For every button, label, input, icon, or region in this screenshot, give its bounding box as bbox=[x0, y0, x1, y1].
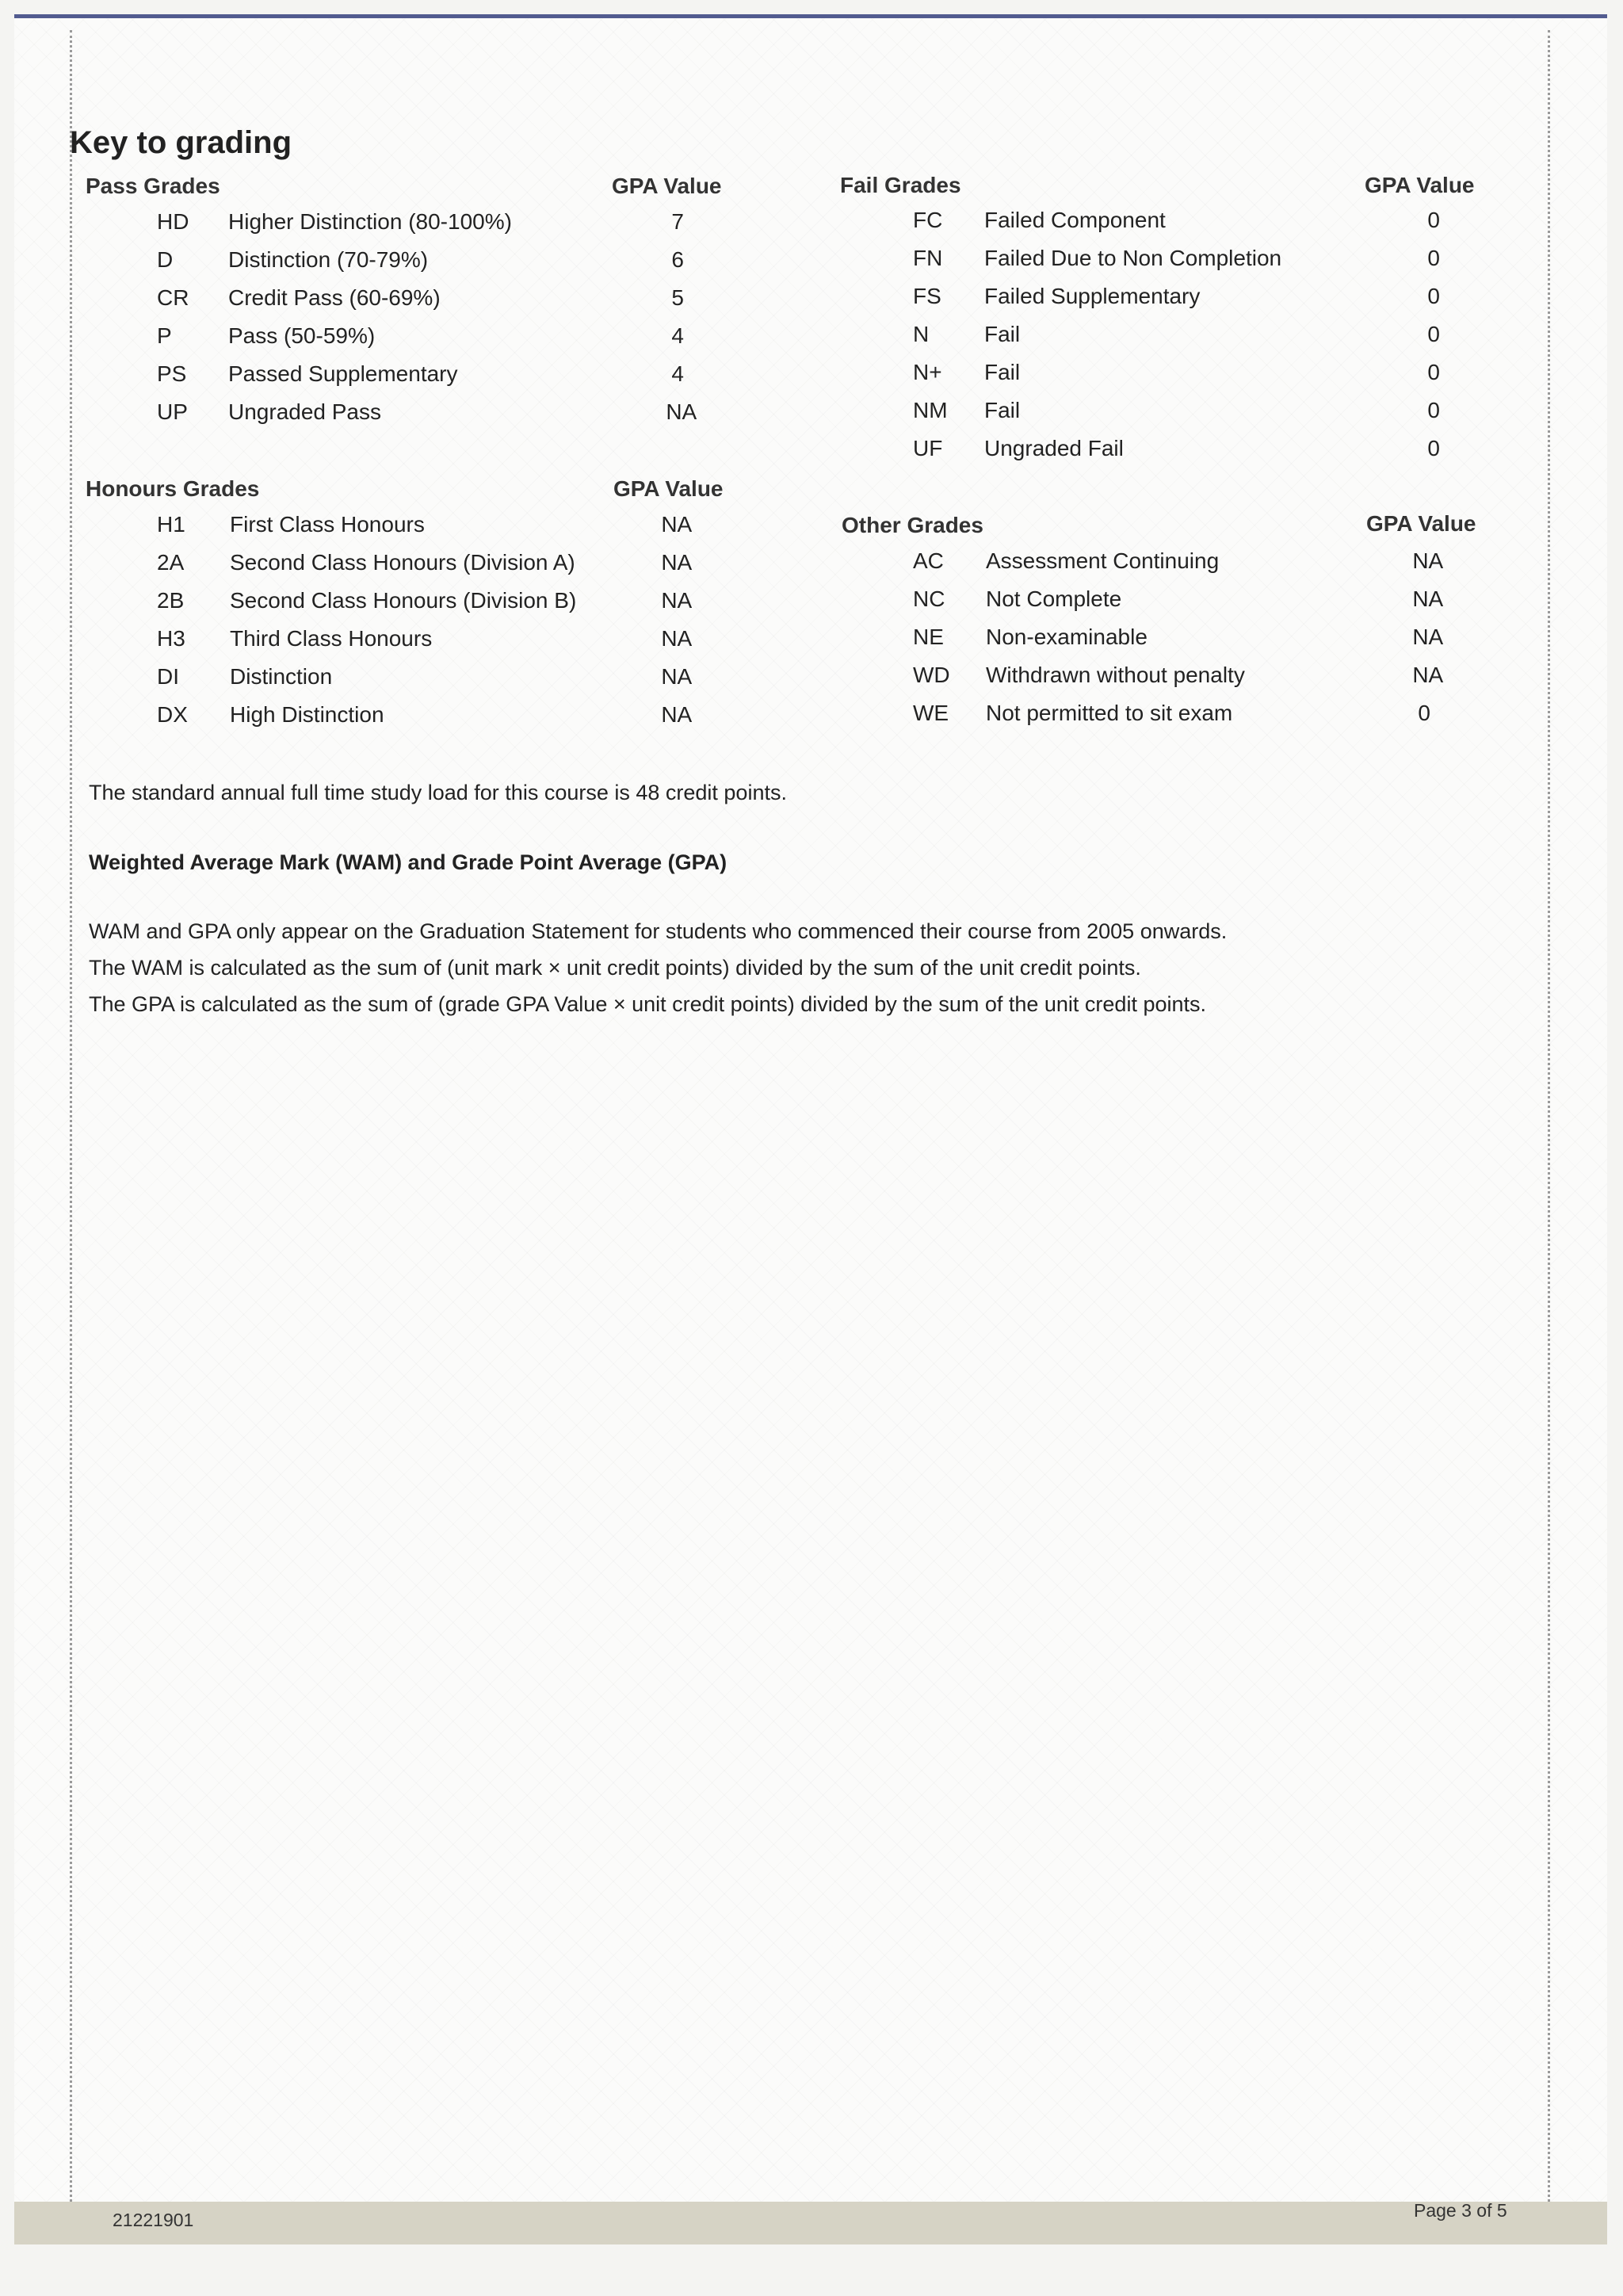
other-gpa-heading: GPA Value bbox=[1366, 511, 1476, 536]
grade-gpa-value: 0 bbox=[1427, 322, 1440, 346]
student-id: 21221901 bbox=[113, 2210, 194, 2230]
grade-gpa-value: NA bbox=[661, 550, 693, 575]
grade-row bbox=[0, 436, 1585, 474]
fail-grades-heading: Fail Grades bbox=[840, 173, 961, 197]
pass-gpa-heading: GPA Value bbox=[612, 174, 722, 198]
grade-description: Failed Due to Non Completion bbox=[984, 246, 1282, 270]
grade-description: Not permitted to sit exam bbox=[986, 701, 1233, 725]
grade-row bbox=[0, 663, 1585, 701]
grade-gpa-value: 0 bbox=[1427, 360, 1440, 384]
grade-code: UF bbox=[913, 436, 943, 460]
grade-description: Higher Distinction (80-100%) bbox=[228, 209, 512, 234]
grade-description: First Class Honours bbox=[230, 512, 425, 537]
grade-code: WE bbox=[913, 701, 949, 725]
grade-gpa-value: NA bbox=[1412, 548, 1444, 573]
grade-description: Fail bbox=[984, 360, 1021, 384]
page-title: Key to grading bbox=[70, 125, 292, 160]
grade-gpa-value: 4 bbox=[671, 323, 684, 348]
grade-code: H1 bbox=[157, 512, 185, 537]
grade-description: Second Class Honours (Division B) bbox=[230, 588, 577, 613]
grade-gpa-value: NA bbox=[661, 664, 693, 689]
grade-row bbox=[0, 586, 1585, 625]
grade-row bbox=[0, 284, 1585, 322]
grade-gpa-value: NA bbox=[661, 588, 693, 613]
grade-gpa-value: NA bbox=[661, 626, 693, 651]
grade-description: Fail bbox=[984, 322, 1021, 346]
grade-code: H3 bbox=[157, 626, 185, 651]
grade-gpa-value: 0 bbox=[1427, 436, 1440, 460]
grade-gpa-value: 0 bbox=[1427, 284, 1440, 308]
grade-code: 2B bbox=[157, 588, 185, 613]
grade-gpa-value: 0 bbox=[1427, 208, 1440, 232]
grade-gpa-value: 6 bbox=[671, 247, 684, 272]
grade-code: N+ bbox=[913, 360, 942, 384]
grade-row bbox=[0, 246, 1585, 284]
wam-note-line: WAM and GPA only appear on the Graduation Statement for students who commenced their course from 2005 onwards. bbox=[89, 919, 1228, 943]
grade-code: CR bbox=[157, 285, 189, 310]
grade-gpa-value: 4 bbox=[671, 361, 684, 386]
grade-gpa-value: NA bbox=[1412, 663, 1444, 687]
grade-description: Not Complete bbox=[986, 586, 1122, 611]
grade-description: Ungraded Fail bbox=[984, 436, 1124, 460]
grade-row bbox=[0, 360, 1585, 398]
grade-description: Ungraded Pass bbox=[228, 399, 382, 424]
page-number: Page 3 of 5 bbox=[1414, 2200, 1507, 2221]
grade-description: Pass (50-59%) bbox=[228, 323, 376, 348]
grade-row bbox=[0, 208, 1585, 246]
grade-code: FN bbox=[913, 246, 943, 270]
bottom-band bbox=[14, 2202, 1607, 2244]
grade-code: NM bbox=[913, 398, 948, 422]
wam-gpa-heading: Weighted Average Mark (WAM) and Grade Point Average (GPA) bbox=[89, 850, 727, 874]
grade-description: Fail bbox=[984, 398, 1021, 422]
grade-row bbox=[0, 322, 1585, 360]
grade-description: High Distinction bbox=[230, 702, 384, 727]
grade-row bbox=[0, 512, 1585, 550]
honours-grades-heading: Honours Grades bbox=[86, 476, 260, 501]
pass-grades-heading: Pass Grades bbox=[86, 174, 220, 198]
grade-gpa-value: 0 bbox=[1418, 701, 1430, 725]
grade-gpa-value: NA bbox=[661, 702, 693, 727]
grade-code: AC bbox=[913, 548, 944, 573]
grade-gpa-value: NA bbox=[666, 399, 697, 424]
grade-code: NC bbox=[913, 586, 945, 611]
grade-code: FS bbox=[913, 284, 941, 308]
wam-note-line: The WAM is calculated as the sum of (unit mark × unit credit points) divided by the sum of the unit credit points. bbox=[89, 956, 1141, 980]
grade-description: Third Class Honours bbox=[230, 626, 433, 651]
grade-description: Withdrawn without penalty bbox=[986, 663, 1245, 687]
grade-row bbox=[0, 548, 1585, 586]
grade-row bbox=[0, 398, 1585, 436]
grade-row bbox=[0, 625, 1585, 663]
grade-code: HD bbox=[157, 209, 189, 234]
grade-gpa-value: NA bbox=[1412, 586, 1444, 611]
grade-code: 2A bbox=[157, 550, 185, 575]
grade-code: UP bbox=[157, 399, 188, 424]
grade-code: WD bbox=[913, 663, 950, 687]
grade-description: Distinction (70-79%) bbox=[228, 247, 429, 272]
fail-gpa-heading: GPA Value bbox=[1365, 173, 1475, 197]
grade-description: Second Class Honours (Division A) bbox=[230, 550, 575, 575]
grade-gpa-value: 7 bbox=[671, 209, 684, 234]
grade-description: Credit Pass (60-69%) bbox=[228, 285, 441, 310]
grade-gpa-value: NA bbox=[661, 512, 693, 537]
grade-code: P bbox=[157, 323, 172, 348]
study-load-note: The standard annual full time study load for this course is 48 credit points. bbox=[89, 781, 787, 804]
other-grades-heading: Other Grades bbox=[842, 513, 983, 537]
grade-gpa-value: 5 bbox=[671, 285, 684, 310]
grade-code: N bbox=[913, 322, 930, 346]
honours-gpa-heading: GPA Value bbox=[613, 476, 724, 501]
grade-code: DX bbox=[157, 702, 188, 727]
grade-gpa-value: NA bbox=[1412, 625, 1444, 649]
grade-gpa-value: 0 bbox=[1427, 246, 1440, 270]
grade-code: PS bbox=[157, 361, 187, 386]
grade-code: FC bbox=[913, 208, 943, 232]
grade-code: D bbox=[157, 247, 174, 272]
grade-description: Distinction bbox=[230, 664, 333, 689]
grade-description: Assessment Continuing bbox=[986, 548, 1220, 573]
grade-description: Passed Supplementary bbox=[228, 361, 458, 386]
top-rule bbox=[14, 14, 1607, 18]
grade-description: Non-examinable bbox=[986, 625, 1148, 649]
grade-description: Failed Component bbox=[984, 208, 1166, 232]
grade-code: DI bbox=[157, 664, 179, 689]
grade-description: Failed Supplementary bbox=[984, 284, 1201, 308]
grade-gpa-value: 0 bbox=[1427, 398, 1440, 422]
grade-row bbox=[0, 701, 1585, 739]
grade-code: NE bbox=[913, 625, 944, 649]
wam-note-line: The GPA is calculated as the sum of (grade GPA Value × unit credit points) divided by the sum of the unit credit points. bbox=[89, 992, 1206, 1016]
